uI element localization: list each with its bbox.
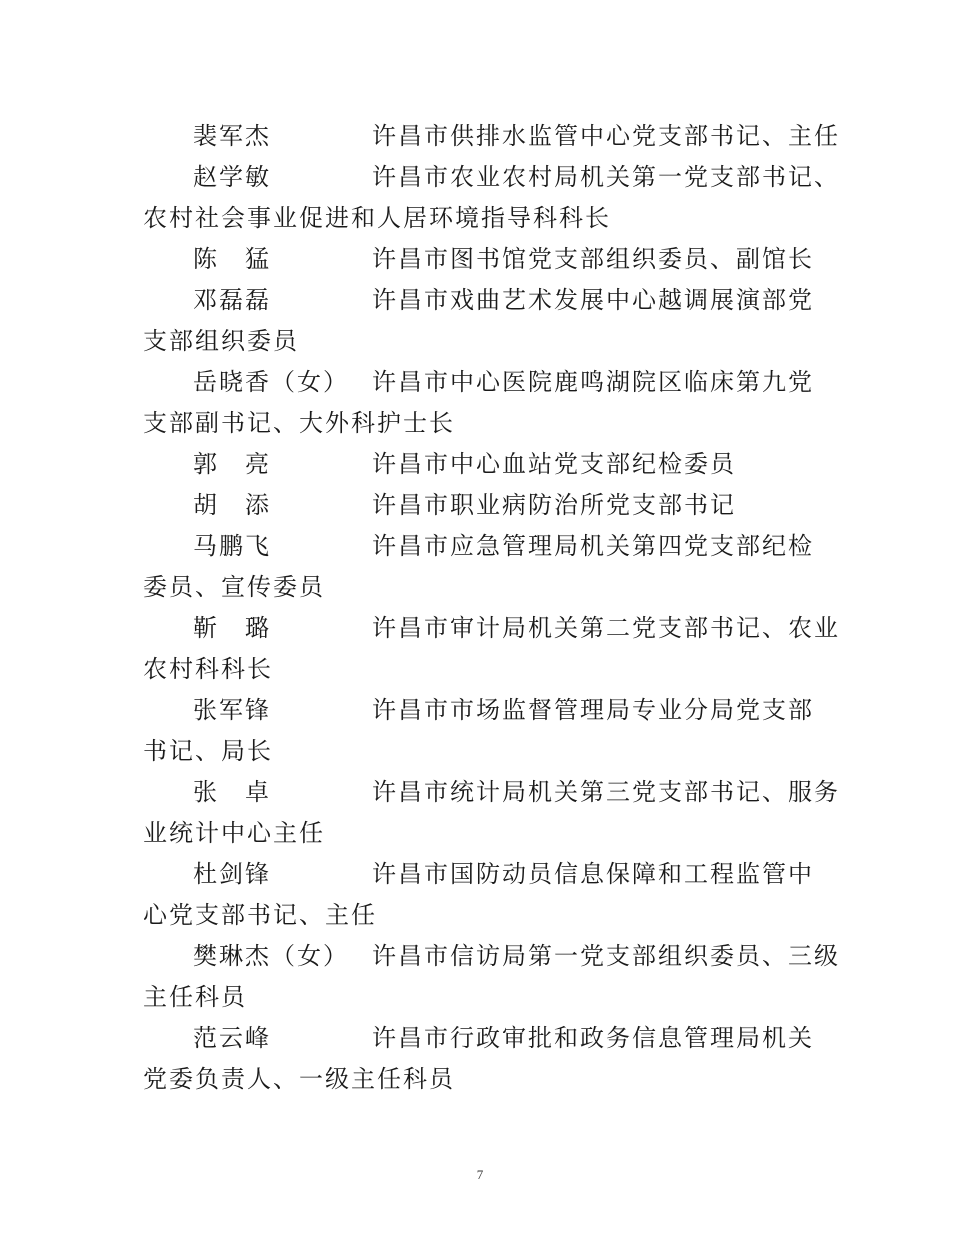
person-name: 赵学敏	[193, 163, 271, 191]
person-title-continued: 业统计中心主任	[143, 819, 325, 847]
person-title-continued: 心党支部书记、主任	[143, 901, 377, 929]
list-item	[143, 936, 840, 1018]
person-name: 马鹏飞	[193, 532, 271, 560]
person-title: 许昌市审计局机关第二党支部书记、农业	[372, 614, 840, 642]
person-title: 许昌市农业农村局机关第一党支部书记、	[372, 163, 840, 191]
person-title: 许昌市图书馆党支部组织委员、副馆长	[372, 245, 814, 273]
person-name: 陈 猛	[193, 245, 271, 273]
list-item	[143, 444, 833, 485]
person-title-continued: 支部副书记、大外科护士长	[143, 409, 455, 437]
person-name: 岳晓香（女）	[193, 368, 349, 396]
person-title-continued: 主任科员	[143, 983, 247, 1011]
person-name: 邓磊磊	[193, 286, 271, 314]
entry-first-line	[143, 608, 840, 649]
list-item	[143, 157, 840, 239]
entry-first-line	[143, 854, 833, 895]
person-title: 许昌市应急管理局机关第四党支部纪检	[372, 532, 814, 560]
person-name: 张 卓	[193, 778, 271, 806]
person-title: 许昌市市场监督管理局专业分局党支部	[372, 696, 814, 724]
entry-first-line	[143, 526, 833, 567]
person-title: 许昌市戏曲艺术发展中心越调展演部党	[372, 286, 814, 314]
list-item	[143, 485, 833, 526]
list-item	[143, 116, 840, 157]
list-item	[143, 772, 840, 854]
entry-first-line	[143, 239, 833, 280]
person-title-continued: 农村社会事业促进和人居环境指导科科长	[143, 204, 611, 232]
person-title: 许昌市统计局机关第三党支部书记、服务	[372, 778, 840, 806]
list-item	[143, 280, 833, 362]
person-title-continued: 委员、宣传委员	[143, 573, 325, 601]
entry-first-line	[143, 485, 833, 526]
person-title: 许昌市中心血站党支部纪检委员	[372, 450, 736, 478]
list-item	[143, 854, 833, 936]
person-name: 裴军杰	[193, 122, 271, 150]
entry-first-line	[143, 936, 840, 977]
person-title: 许昌市供排水监管中心党支部书记、主任	[372, 122, 840, 150]
person-title-continued: 农村科科长	[143, 655, 273, 683]
person-title: 许昌市国防动员信息保障和工程监管中	[372, 860, 814, 888]
person-title: 许昌市中心医院鹿鸣湖院区临床第九党	[372, 368, 814, 396]
page-number: 7	[476, 1167, 484, 1182]
entry-first-line	[143, 157, 840, 198]
entry-first-line	[143, 280, 833, 321]
person-title-continued: 书记、局长	[143, 737, 273, 765]
person-name: 范云峰	[193, 1024, 271, 1052]
person-title: 许昌市信访局第一党支部组织委员、三级	[372, 942, 840, 970]
list-item	[143, 362, 833, 444]
list-item	[143, 690, 833, 772]
entry-first-line	[143, 772, 840, 813]
person-title: 许昌市行政审批和政务信息管理局机关	[372, 1024, 814, 1052]
person-name: 樊琳杰（女）	[193, 942, 349, 970]
entry-first-line	[143, 362, 833, 403]
list-item	[143, 239, 833, 280]
entry-first-line	[143, 1018, 833, 1059]
person-title-continued: 支部组织委员	[143, 327, 299, 355]
entry-first-line	[143, 444, 833, 485]
award-list	[143, 116, 840, 1100]
person-name: 靳 璐	[193, 614, 271, 642]
list-item	[143, 608, 840, 690]
list-item	[143, 526, 833, 608]
entry-first-line	[143, 116, 840, 157]
person-name: 胡 添	[193, 491, 271, 519]
entry-first-line	[143, 690, 833, 731]
person-name: 张军锋	[193, 696, 271, 724]
person-name: 郭 亮	[193, 450, 271, 478]
person-title-continued: 党委负责人、一级主任科员	[143, 1065, 455, 1093]
person-name: 杜剑锋	[193, 860, 271, 888]
list-item	[143, 1018, 833, 1100]
person-title: 许昌市职业病防治所党支部书记	[372, 491, 736, 519]
